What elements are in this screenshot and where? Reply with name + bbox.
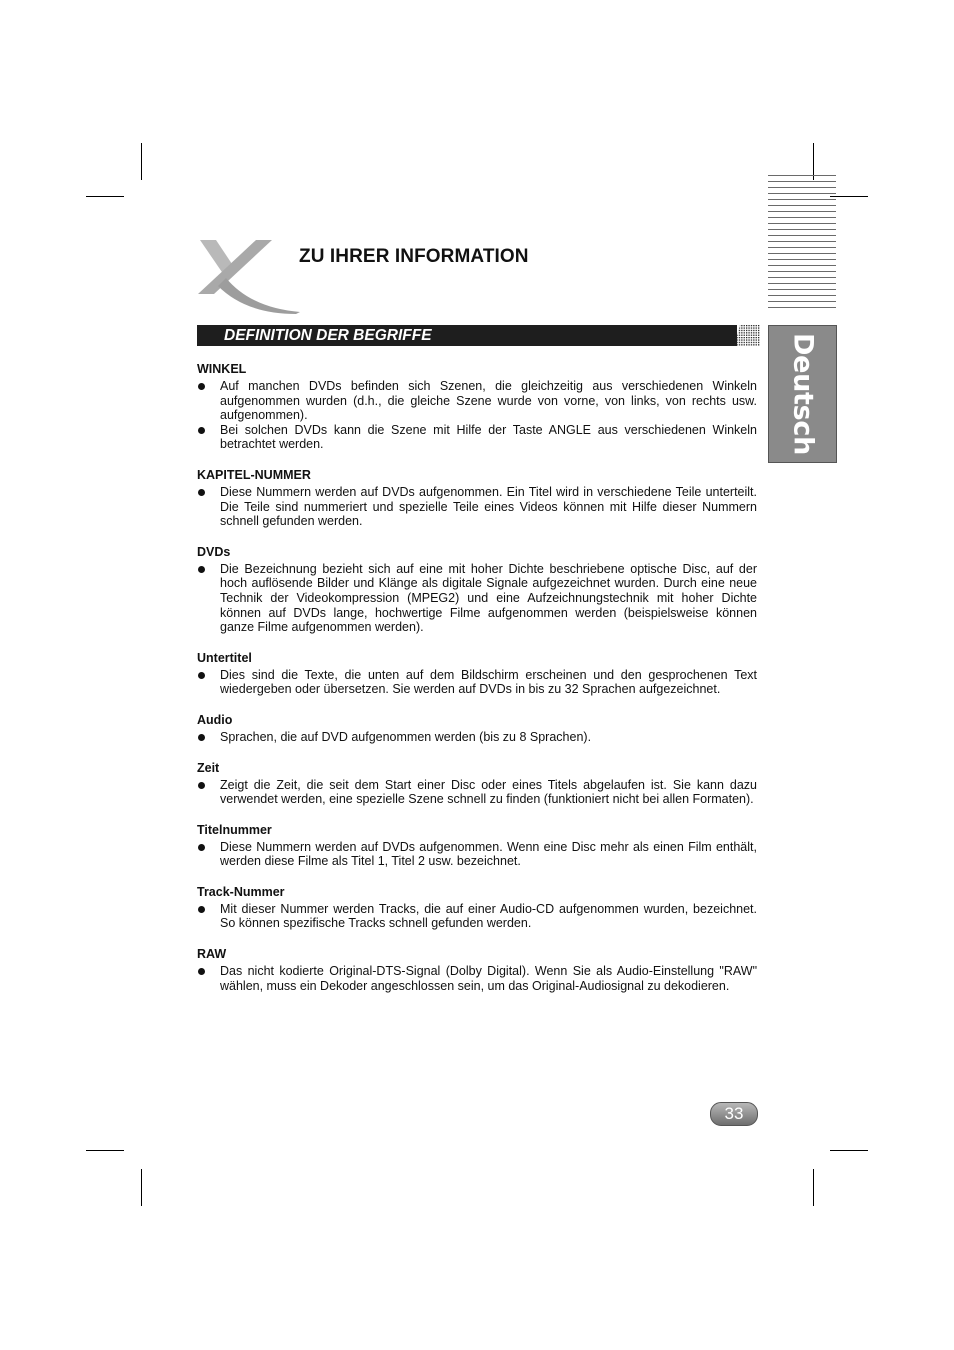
term-bullet: Auf manchen DVDs befinden sich Szenen, die gleichzeitig aus verschiedenen Winkeln aufgenommen wurden (d.h., die gleiche Szene wurde von vorne, von links, von rechts usw. aufgenommen). [197,379,757,423]
term-bullet: Mit dieser Nummer werden Tracks, die auf einer Audio-CD aufgenommen wurden, bezeichnet. So können spezifische Tracks schnell gefunden werden. [197,902,757,931]
term-bullet: Das nicht kodierte Original-DTS-Signal (Dolby Digital). Wenn Sie als Audio-Einstellung "RAW" wählen, muss ein Dekoder angeschlossen sein, um das Original-Audiosignal zu dekodieren. [197,964,757,993]
page-number: 33 [724,1104,744,1123]
term-winkel [197,362,757,452]
definition-list [197,362,757,1009]
term-dvds [197,545,757,635]
language-tab-label: Deutsch [787,332,818,456]
term-title: WINKEL [197,362,247,376]
term-bullet: Zeigt die Zeit, die seit dem Start einer Disc oder eines Titels abgelaufen ist. Sie kann dazu verwendet werden, eine spezielle Szene schnell zu finden (funktioniert nicht bei allen Formaten). [197,778,757,807]
section-title: DEFINITION DER BEGRIFFE [224,327,432,344]
term-title: KAPITEL-NUMMER [197,467,311,482]
language-tab [768,325,837,463]
crop-mark [86,196,124,197]
term-track-nummer [197,885,757,931]
hatch-decoration [734,325,760,346]
term-title: Audio [197,712,233,727]
page-number-badge [710,1102,758,1126]
crop-mark [141,143,142,180]
term-bullet: Bei solchen DVDs kann die Szene mit Hilfe der Taste ANGLE aus verschiedenen Winkeln betrachtet werden. [197,423,757,452]
x-brand-logo-icon [196,240,302,314]
term-kapitel-nummer [197,468,757,529]
term-title: Track-Nummer [197,884,285,899]
term-bullet: Diese Nummern werden auf DVDs aufgenommen. Wenn eine Disc mehr als einen Film enthält, werden diese Filme als Titel 1, Titel 2 usw. bezeichnet. [197,840,757,869]
term-audio [197,713,757,745]
term-zeit [197,761,757,807]
term-bullet: Sprachen, die auf DVD aufgenommen werden (bis zu 8 Sprachen). [197,730,757,745]
term-untertitel [197,651,757,697]
term-titelnummer [197,823,757,869]
crop-mark [830,1150,868,1151]
term-bullet: Diese Nummern werden auf DVDs aufgenommen. Ein Titel wird in verschiedene Teile unterteilt. Die Teile sind nummeriert und spezielle Teile eines Videos können mit Hilfe dieser Nummern schnell gefunden werden. [197,485,757,529]
term-title: DVDs [197,544,231,559]
crop-mark [141,1169,142,1206]
term-title: Zeit [197,760,220,775]
section-header-bar [197,325,737,346]
page-title: ZU IHRER INFORMATION [299,246,529,267]
term-title: Titelnummer [197,822,272,837]
term-bullet: Dies sind die Texte, die unten auf dem Bildschirm erscheinen und den gesprochenen Text wiedergeben oder übersetzen. Sie werden auf DVDs in bis zu 32 Sprachen aufgezeichnet. [197,668,757,697]
term-title: RAW [197,947,227,962]
term-title: Untertitel [197,650,252,665]
decorative-stripes [768,175,836,313]
crop-mark [813,1169,814,1206]
term-raw [197,947,757,993]
term-bullet: Die Bezeichnung bezieht sich auf eine mit hoher Dichte beschriebene optische Disc, auf der hoch auflösende Bilder und Klänge als digitale Signale aufgezeichnet wurden. Durch eine neue Technik der Videokompression (MPEG2) und eine Aufzeichnungstechnik mit hoher Dichte können auf DVDs lange, hochwertige Filme aufgenommen werden (beispielsweise können ganze Filme aufgenommen werden). [197,562,757,635]
crop-mark [86,1150,124,1151]
